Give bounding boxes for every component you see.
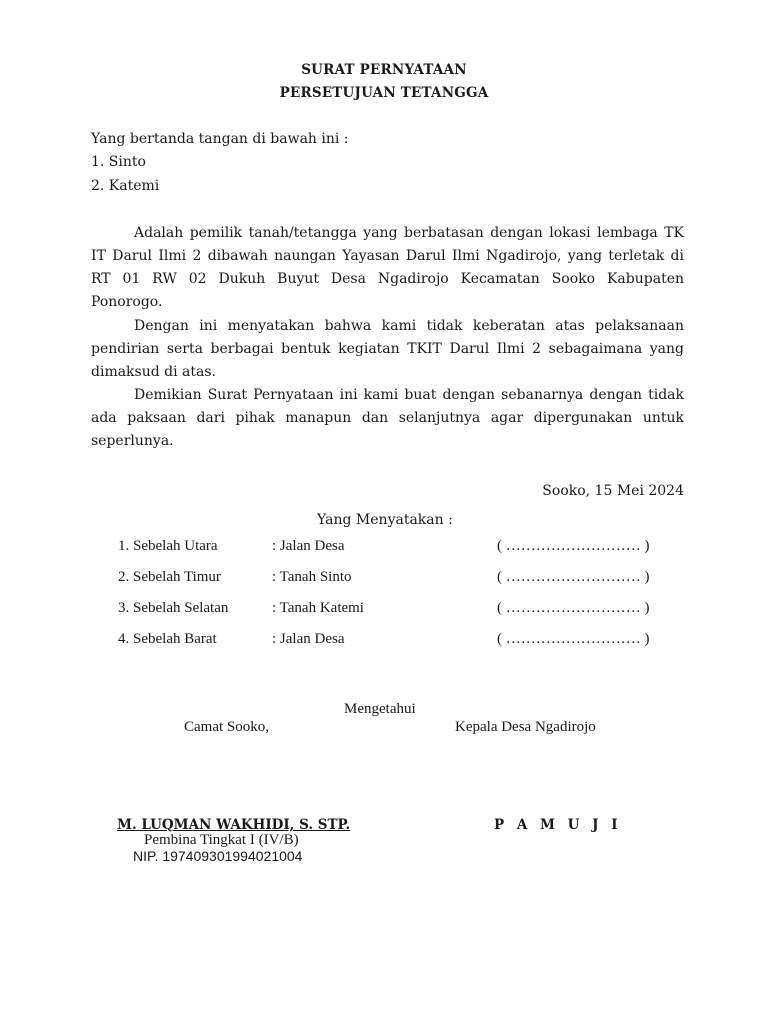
intro-lead: Yang bertanda tangan di bawah ini : — [91, 131, 349, 147]
letter-title-line2: PERSETUJUAN TETANGGA — [279, 85, 489, 101]
camat-name: M. LUQMAN WAKHIDI, S. STP. — [117, 817, 351, 833]
camat-role: Camat Sooko, — [184, 719, 269, 735]
kades-name: P A M U J I — [494, 817, 622, 833]
camat-nip: NIP. 197409301994021004 — [133, 848, 303, 864]
kades-role: Kepala Desa Ngadirojo — [455, 719, 596, 735]
boundary-side: 2. Sebelah Timur — [118, 569, 221, 585]
paragraph-2 — [91, 315, 684, 384]
boundary-side: 1. Sebelah Utara — [118, 538, 218, 554]
boundary-value: : Tanah Sinto — [272, 569, 352, 585]
boundary-value: : Jalan Desa — [272, 631, 345, 647]
declarants-heading: Yang Menyatakan : — [317, 512, 453, 528]
boundary-value: : Tanah Katemi — [272, 600, 364, 616]
boundary-side: 3. Sebelah Selatan — [118, 600, 229, 616]
camat-rank: Pembina Tingkat I (IV/B) — [144, 832, 299, 848]
paragraph-2-text: Dengan ini menyatakan bahwa kami tidak keberatan atas pelaksanaan pendirian serta berbagai bentuk kegiatan TKIT Darul Ilmi 2 sebagaimana yang dimaksud di atas. — [91, 318, 684, 380]
signature-placeholder: ( ……………………… ) — [497, 600, 650, 616]
paragraph-1-text: Adalah pemilik tanah/tetangga yang berbatasan dengan lokasi lembaga TK IT Darul Ilmi 2 dibawah naungan Yayasan Darul Ilmi Ngadirojo, yang terletak di RT 01 RW 02 Dukuh Buyut Desa Ngadirojo Kecamatan Sooko Kabupaten Ponorogo. — [91, 225, 684, 310]
boundary-side: 4. Sebelah Barat — [118, 631, 217, 647]
signature-placeholder: ( ……………………… ) — [497, 569, 650, 585]
paragraph-1 — [91, 222, 684, 314]
signer-2: 2. Katemi — [91, 178, 160, 194]
paragraph-3-text: Demikian Surat Pernyataan ini kami buat dengan sebanarnya dengan tidak ada paksaan dari pihak manapun dan selanjutnya agar dipergunakan untuk seperlunya. — [91, 387, 684, 449]
signature-placeholder: ( ……………………… ) — [497, 631, 650, 647]
boundary-value: : Jalan Desa — [272, 538, 345, 554]
approval-heading: Mengetahui — [344, 701, 416, 717]
date-place: Sooko, 15 Mei 2024 — [542, 483, 684, 499]
letter-title-line1: SURAT PERNYATAAN — [301, 62, 467, 78]
signer-1: 1. Sinto — [91, 154, 146, 170]
paragraph-3 — [91, 384, 684, 453]
signature-placeholder: ( ……………………… ) — [497, 538, 650, 554]
